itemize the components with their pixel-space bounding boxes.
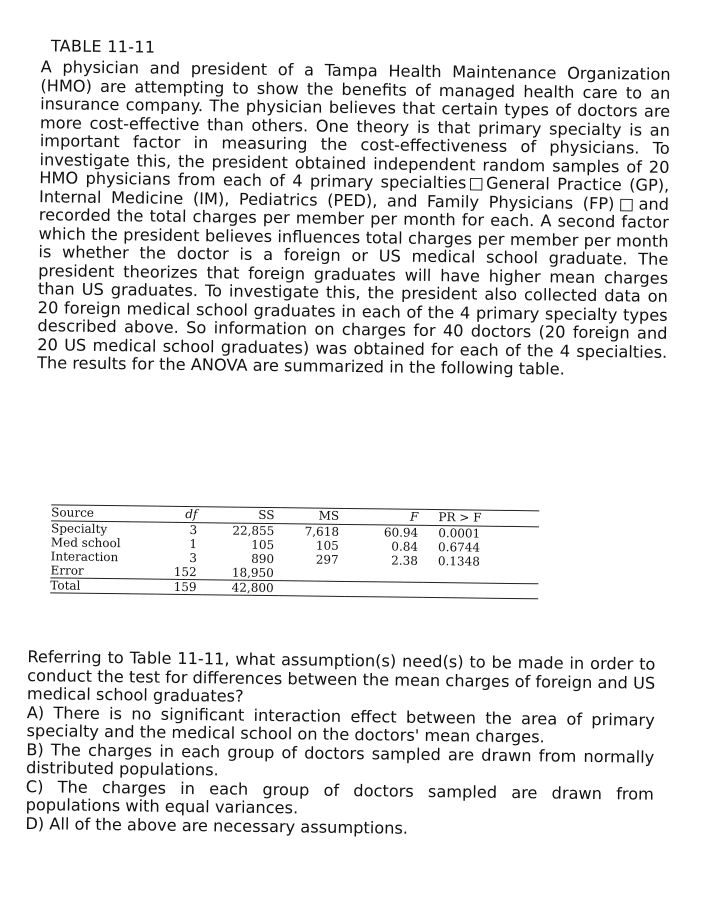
row-df: 3 (189, 523, 198, 538)
row-ss: 18,950 (203, 565, 280, 580)
row-source: Med school (50, 535, 121, 551)
row-f (344, 581, 423, 597)
row-ms (280, 581, 345, 597)
row-ms: 7,618 (304, 524, 340, 539)
header-f: F (345, 508, 424, 525)
row-source: Total (50, 578, 157, 594)
row-ss: 22,855 (232, 523, 275, 539)
answer-option-a: A) There is no significant interaction effect between the area of primary specialty and the medical school on the doctors' mean charges. (26, 702, 655, 747)
header-source: Source (51, 505, 158, 522)
row-ms: 297 (315, 552, 339, 567)
row-ss: 42,800 (202, 580, 279, 596)
question-block (25, 648, 655, 841)
table-title: TABLE 11-11 (50, 36, 156, 57)
row-pr-f (424, 568, 539, 584)
header-pr-f: PR > F (424, 509, 539, 526)
row-ms (280, 566, 345, 581)
row-f (344, 567, 423, 582)
row-source: Error (50, 563, 157, 579)
header-ms: MS (280, 508, 345, 525)
row-pr-f: 0.6744 (437, 540, 481, 555)
row-f: 0.84 (391, 539, 419, 554)
row-pr-f: 0.1348 (437, 554, 480, 569)
row-df: 1 (189, 537, 198, 552)
answer-option-c: C) The charges in each group of doctors sampled are drawn from populations with equal variances. (25, 776, 654, 818)
header-df: df (157, 506, 203, 523)
row-f: 60.94 (383, 525, 419, 540)
row-f: 2.38 (391, 553, 418, 568)
row-pr-f (423, 582, 538, 598)
row-source: Interaction (50, 549, 119, 565)
row-df: 152 (157, 565, 203, 580)
anova-table (50, 504, 539, 599)
row-df: 159 (157, 579, 203, 595)
row-source: Specialty (50, 521, 108, 537)
row-df: 3 (189, 551, 197, 566)
row-pr-f: 0.0001 (438, 526, 481, 541)
answer-option-b: B) The charges in each group of doctors sampled are drawn from normally distributed populations. (25, 739, 655, 780)
row-ms: 105 (315, 538, 339, 553)
question-text: Referring to Table 11-11, what assumption(s) need(s) to be made in order to conduct the test for differences between the mean charges of foreign and US medical school graduates? (26, 647, 656, 706)
header-ss: SS (203, 507, 280, 524)
answer-option-d: D) All of the above are necessary assumptions. (25, 813, 409, 838)
row-ss: 105 (251, 537, 275, 553)
row-ss: 890 (251, 551, 275, 567)
problem-description: A physician and president of a Tampa Health Maintenance Organization (HMO) are attempting to show the benefits of managed health care to an insurance company. The physician believes that certain types of doctors are more cost-effective than others. One theory is that primary specialty is an important factor in measuring the cost-effectiveness of physicians. To investigate this, the president obtained independent random samples of 20 HMO physicians from each of 4 primary specialties□General Practice (GP), Internal Medicine (IM), Pediatrics (PED), and Family Physicians (FP)□and recorded the total charges per member per month for each. A second factor which the president believes influences total charges per member per month is whether the doctor is a foreign or US medical school graduate. The president theorizes that foreign graduates will have higher mean charges than US graduates. To investigate this, the president also collected data on 20 foreign medical school graduates in each of the 4 primary specialty types described above. So information on charges for 40 doctors (20 foreign and 20 US medical school graduates) was obtained for each of the 4 specialties. The results for the ANOVA are summarized in the following table. (36, 57, 671, 379)
